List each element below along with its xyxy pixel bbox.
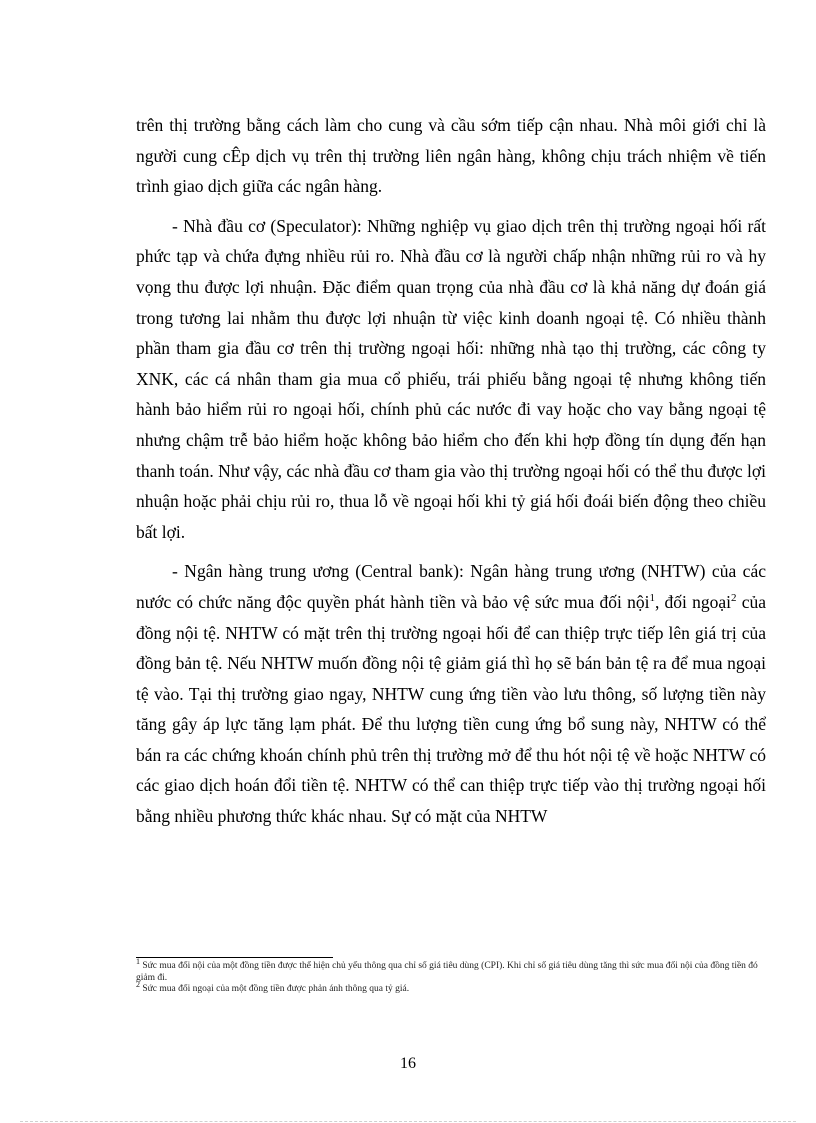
page-bottom-border xyxy=(20,1121,796,1122)
paragraph-central-bank xyxy=(136,556,766,831)
page-number: 16 xyxy=(400,1055,416,1072)
footnote-separator xyxy=(136,957,333,958)
central-bank-text-part3: của đồng nội tệ. NHTW có mặt trên thị trường ngoại hối để can thiệp trực tiếp lên giá trị của đồng bản tệ. Nếu NHTW muốn đồng nội tệ giảm giá thì họ sẽ bán bản tệ ra để mua ngoại tệ vào. Tại thị trường giao ngay, NHTW cung ứng tiền vào lưu thông, số lượng tiền này tăng gây áp lực tăng lạm phát. Để thu lượng tiền cung ứng bổ sung này, NHTW có thể bán ra các chứng khoán chính phủ trên thị trường mở để thu hót nội tệ về hoặc NHTW có các giao dịch hoán đổi tiền tệ. NHTW có thể can thiệp trực tiếp vào thị trường ngoại hối bằng nhiều phương thức khác nhau. Sự có mặt của NHTW xyxy=(136,591,767,827)
body-text xyxy=(136,110,766,841)
footnote-1-mark: 1 xyxy=(136,956,140,966)
paragraph-speculator: - Nhà đầu cơ (Speculator): Những nghiệp vụ giao dịch trên thị trường ngoại hối rất phức tạp và chứa đựng nhiều rủi ro. Nhà đầu cơ là người chấp nhận những rủi ro và hy vọng thu được lợi nhuận. Đặc điểm quan trọng của nhà đầu cơ là khả năng dự đoán giá trong tương lai nhằm thu được lợi nhuận từ việc kinh doanh ngoại tệ. Có nhiều thành phần tham gia đầu cơ trên thị trường ngoại hối: những nhà tạo thị trường, các công ty XNK, các cá nhân tham gia mua cổ phiếu, trái phiếu bằng ngoại tệ nhưng không tiến hành bảo hiểm rủi ro ngoại hối, chính phủ các nước đi vay hoặc cho vay bằng ngoại tệ nhưng chậm trễ bảo hiểm hoặc không bảo hiểm cho đến khi hợp đồng tín dụng đến hạn thanh toán. Như vậy, các nhà đầu cơ tham gia vào thị trường ngoại hối có thể thu được lợi nhuận hoặc phải chịu rủi ro, thua lỗ về ngoại hối khi tỷ giá hối đoái biến động theo chiều bất lợi. xyxy=(136,215,766,542)
footnote-ref-1[interactable]: 1 xyxy=(649,592,655,605)
paragraph-broker-continued: trên thị trường bằng cách làm cho cung và cầu sớm tiếp cận nhau. Nhà môi giới chỉ là người cung cÊp dịch vụ trên thị trường liên ngân hàng, không chịu trách nhiệm về tiến trình giao dịch giữa các ngân hàng. xyxy=(136,115,766,197)
footnote-1 xyxy=(136,956,766,984)
footnote-2 xyxy=(136,979,766,996)
central-bank-text-part2: , đối ngoại xyxy=(654,591,731,612)
footnote-2-mark: 2 xyxy=(136,979,140,989)
central-bank-text-part1: - Ngân hàng trung ương (Central bank): Ngân hàng trung ương (NHTW) của các nước có chức năng độc quyền phát hành tiền và bảo vệ sức mua đối nội xyxy=(136,561,766,612)
footnote-ref-2[interactable]: 2 xyxy=(731,592,737,605)
footnote-1-text: Sức mua đối nội của một đồng tiền được thể hiện chủ yếu thông qua chỉ số giá tiêu dùng (CPI). Khi chỉ số giá tiêu dùng tăng thì sức mua đối nội của đồng tiền đó giảm đi. xyxy=(136,961,758,983)
footnotes xyxy=(136,956,766,996)
footnote-2-text: Sức mua đối ngoại của một đồng tiền được phản ánh thông qua tỷ giá. xyxy=(140,984,410,994)
